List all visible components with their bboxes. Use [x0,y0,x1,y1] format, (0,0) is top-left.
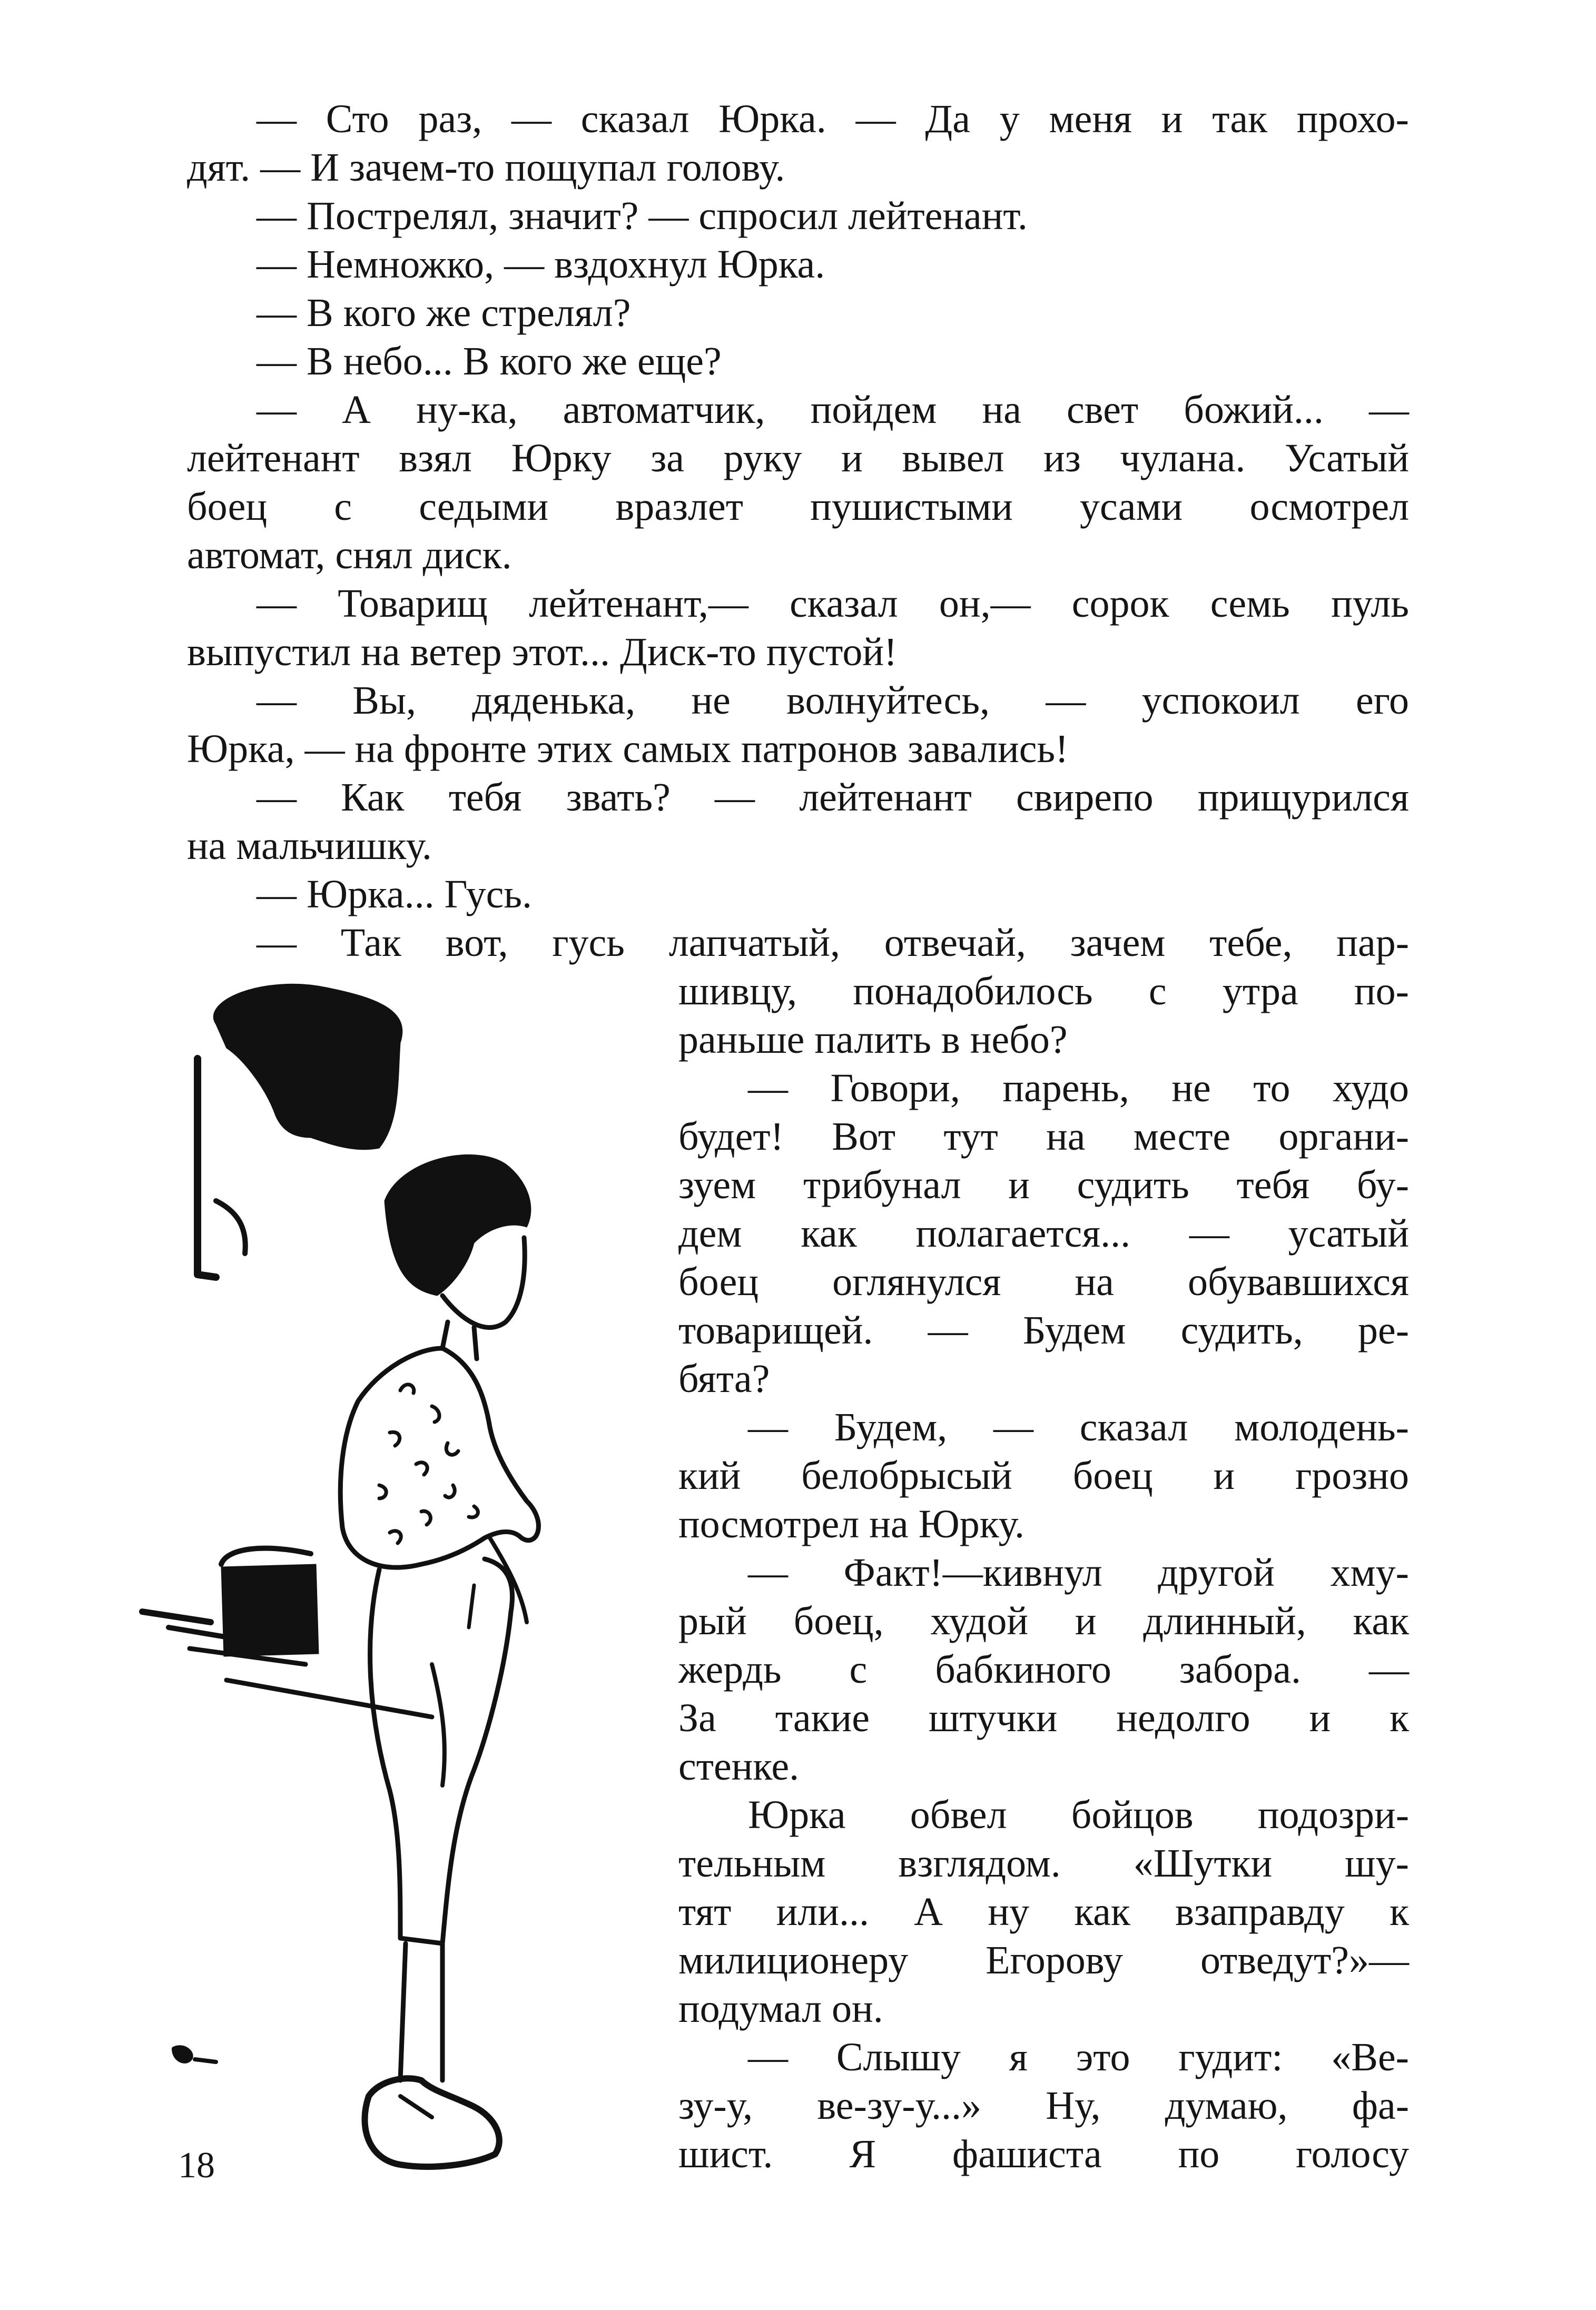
floor-line [142,1612,211,1622]
ink-mark [174,2047,216,2062]
page-number: 18 [178,2145,215,2186]
text-line: За такие штучки недолго и к [678,1696,1409,1740]
text-line: — Как тебя звать? — лейтенант свирепо прищурился [257,775,1409,820]
text-line: жердь с бабкиного забора. — [678,1647,1409,1692]
text-line: раньше палить в небо? [678,1018,1068,1062]
text-line: — Юрка... Гусь. [257,872,533,916]
text-line: шист. Я фашиста по голосу [678,2132,1409,2176]
text-line: стенке. [678,1744,800,1789]
text-line: милиционеру Егорову отведут?»— [678,1938,1409,1982]
text-line: зуем трибунал и судить тебя бу- [678,1163,1409,1207]
text-line: шивцу, понадобилось с утра по- [678,969,1409,1013]
text-line: — В небо... В кого же еще? [257,339,722,383]
shirt-pattern [379,1385,478,1543]
boy-boot [365,2078,499,2167]
text-line: подумал он. [678,1987,883,2031]
boy-trousers [370,1559,513,1943]
text-line: — Сто раз, — сказал Юрка. — Да у меня и так прохо- [257,97,1409,141]
text-line: — А ну-ка, автоматчик, пойдем на свет божий... — [257,388,1409,432]
text-line: Юрка обвел бойцов подозри- [748,1793,1409,1837]
boy-shirt [340,1348,538,1567]
text-line: — Будем, — сказал молодень- [748,1405,1409,1449]
text-line: — Вы, дяденька, не волнуйтесь, — успокоил его [257,678,1409,723]
text-line: — Факт!—кивнул другой хму- [748,1551,1409,1595]
text-line: бята? [678,1357,770,1401]
main-text-block [187,95,1409,967]
text-line: будет! Вот тут на месте органи- [678,1114,1409,1159]
column-text-block [678,967,1409,2178]
text-line: тят или... А ну как взаправду к [678,1890,1409,1934]
text-line: — Говори, парень, не то худо [748,1066,1409,1110]
text-line: товарищей. — Будем судить, ре- [678,1308,1409,1353]
text-line: — Товарищ лейтенант,— сказал он,— сорок семь пуль [257,581,1409,626]
text-line: боец оглянулся на обувавшихся [678,1260,1409,1304]
text-line: Юрка, — на фронте этих самых патронов завались! [187,727,1069,771]
text-line: — Пострелял, значит? — спросил лейтенант. [257,194,1028,238]
crate-shape [221,1564,319,1656]
text-line: тельным взглядом. «Шутки шу- [678,1841,1409,1885]
text-line: зу-у, ве-зу-у...» Ну, думаю, фа- [678,2084,1409,2128]
text-line: посмотрел на Юрку. [678,1502,1024,1546]
text-line: — Немножко, — вздохнул Юрка. [257,242,825,287]
text-line: лейтенант взял Юрку за руку и вывел из чулана. Усатый [187,436,1409,480]
text-line: выпустил на ветер этот... Диск-то пустой! [187,630,898,674]
text-line: дят. — И зачем-то пощупал голову. [187,145,785,190]
hanging-coat-shape [213,984,402,1149]
text-line: боец с седыми вразлет пушистыми усами осмотрел [187,485,1409,529]
text-line: дем как полагается... — усатый [678,1211,1409,1256]
text-line: автомат, снял диск. [187,533,512,577]
boy-hair [385,1154,531,1296]
text-line: кий белобрысый боец и грозно [678,1454,1409,1498]
coat-hook-line [198,1059,216,1277]
text-line: на мальчишку. [187,824,432,868]
text-line: рый боец, худой и длинный, как [678,1599,1409,1643]
text-line: — Слышу я это гудит: «Ве- [748,2035,1409,2079]
text-line: — В кого же стрелял? [257,291,631,335]
boy-illustration [105,980,685,2228]
text-line: — Так вот, гусь лапчатый, отвечай, зачем тебе, пар- [257,921,1409,965]
